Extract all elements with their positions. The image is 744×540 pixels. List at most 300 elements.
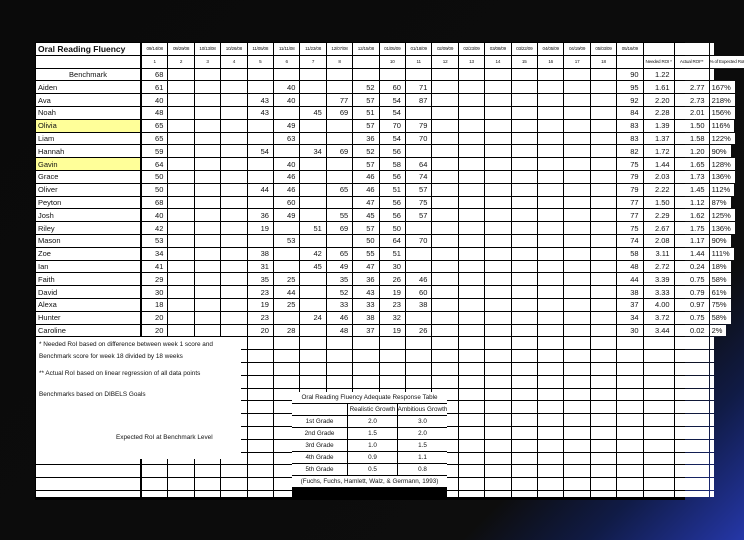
score-cell bbox=[591, 184, 616, 196]
realistic-value: 2.0 bbox=[348, 416, 397, 427]
blank-cell bbox=[485, 491, 510, 497]
score-cell bbox=[195, 107, 220, 119]
blank-cell bbox=[710, 478, 714, 490]
blank-cell bbox=[327, 363, 352, 375]
blank-cell bbox=[564, 389, 589, 401]
score-cell bbox=[538, 261, 563, 273]
score-cell bbox=[459, 273, 484, 285]
score-cell bbox=[327, 133, 352, 145]
date-header: 12/15/08 bbox=[353, 43, 378, 55]
score-cell: 34 bbox=[300, 145, 325, 157]
blank-cell bbox=[710, 350, 714, 362]
score-cell bbox=[512, 120, 537, 132]
blank-cell bbox=[485, 427, 510, 439]
score-cell bbox=[300, 81, 325, 93]
week-number: 14 bbox=[485, 56, 510, 68]
score-cell bbox=[459, 312, 484, 324]
score-cell bbox=[459, 235, 484, 247]
score-cell bbox=[432, 107, 457, 119]
score-cell bbox=[168, 197, 193, 209]
score-cell bbox=[168, 312, 193, 324]
blank-cell bbox=[538, 478, 563, 490]
blank-cell bbox=[327, 337, 352, 349]
score-cell bbox=[195, 158, 220, 170]
actual-roi: 1.62 bbox=[675, 209, 709, 221]
blank-cell bbox=[591, 414, 616, 426]
score-cell bbox=[538, 81, 563, 93]
score-cell: 35 bbox=[248, 273, 273, 285]
score-cell: 70 bbox=[406, 133, 431, 145]
week-number: 11 bbox=[406, 56, 431, 68]
score-cell bbox=[274, 248, 299, 260]
blank-cell bbox=[512, 427, 537, 439]
score-cell bbox=[538, 171, 563, 183]
score-cell bbox=[168, 184, 193, 196]
blank-cell bbox=[406, 350, 431, 362]
score-cell bbox=[459, 184, 484, 196]
score-cell bbox=[564, 171, 589, 183]
score-cell bbox=[168, 273, 193, 285]
score-cell bbox=[485, 145, 510, 157]
score-cell bbox=[591, 171, 616, 183]
blank-cell bbox=[432, 376, 457, 388]
score-cell bbox=[195, 299, 220, 311]
score-cell: 26 bbox=[380, 273, 405, 285]
score-cell bbox=[538, 235, 563, 247]
blank-cell bbox=[710, 337, 714, 349]
score-cell bbox=[195, 248, 220, 260]
blank-cell bbox=[538, 401, 563, 413]
score-cell bbox=[300, 235, 325, 247]
score-cell: 57 bbox=[406, 209, 431, 221]
score-cell: 25 bbox=[274, 299, 299, 311]
score-cell bbox=[221, 184, 246, 196]
score-cell: 46 bbox=[353, 171, 378, 183]
score-cell bbox=[538, 94, 563, 106]
score-cell bbox=[591, 261, 616, 273]
score-cell bbox=[485, 273, 510, 285]
blank-cell bbox=[485, 376, 510, 388]
blank-cell bbox=[459, 389, 484, 401]
date-header: 04/19/09 bbox=[564, 43, 589, 55]
blank-cell bbox=[617, 389, 642, 401]
score-cell bbox=[248, 133, 273, 145]
blank-cell bbox=[512, 376, 537, 388]
actual-roi: 2.73 bbox=[675, 94, 709, 106]
score-cell bbox=[221, 171, 246, 183]
score-cell: 47 bbox=[353, 261, 378, 273]
score-cell bbox=[591, 145, 616, 157]
date-header: 11/11/08 bbox=[274, 43, 299, 55]
student-name: Aiden bbox=[36, 81, 140, 93]
score-cell: 29 bbox=[142, 273, 167, 285]
score-cell bbox=[459, 325, 484, 337]
score-cell: 23 bbox=[248, 312, 273, 324]
blank-cell bbox=[248, 401, 273, 413]
score-cell bbox=[195, 133, 220, 145]
score-cell: 60 bbox=[274, 197, 299, 209]
score-cell bbox=[168, 120, 193, 132]
score-cell bbox=[432, 261, 457, 273]
note-roi-needed-2: Benchmark score for week 18 divided by 18 weeks bbox=[39, 353, 183, 361]
blank-cell bbox=[459, 427, 484, 439]
score-cell: 46 bbox=[327, 312, 352, 324]
blank-cell bbox=[512, 401, 537, 413]
blank-cell bbox=[248, 414, 273, 426]
blank-cell bbox=[485, 350, 510, 362]
blank-cell bbox=[221, 465, 246, 477]
score-cell: 70 bbox=[380, 120, 405, 132]
score-cell bbox=[485, 197, 510, 209]
end-score: 37 bbox=[617, 299, 642, 311]
end-score: 79 bbox=[617, 171, 642, 183]
score-cell bbox=[221, 286, 246, 298]
score-cell bbox=[327, 120, 352, 132]
end-score: 48 bbox=[617, 261, 642, 273]
actual-roi: 1.45 bbox=[675, 184, 709, 196]
blank-cell bbox=[617, 56, 642, 68]
score-cell: 51 bbox=[380, 184, 405, 196]
blank-cell bbox=[538, 414, 563, 426]
score-cell: 50 bbox=[380, 222, 405, 234]
score-cell bbox=[564, 94, 589, 106]
score-cell bbox=[432, 171, 457, 183]
score-cell bbox=[512, 299, 537, 311]
pct-expected: 125% bbox=[710, 209, 735, 221]
score-cell bbox=[221, 197, 246, 209]
score-cell: 55 bbox=[353, 248, 378, 260]
blank-cell bbox=[459, 350, 484, 362]
actual-roi: 0.24 bbox=[675, 261, 709, 273]
score-cell bbox=[274, 107, 299, 119]
blank-cell bbox=[168, 465, 193, 477]
score-cell bbox=[327, 235, 352, 247]
score-cell bbox=[221, 133, 246, 145]
score-cell: 49 bbox=[274, 209, 299, 221]
score-cell bbox=[512, 325, 537, 337]
score-cell: 38 bbox=[353, 312, 378, 324]
score-cell bbox=[512, 171, 537, 183]
ambitious-value: 1.5 bbox=[398, 440, 447, 451]
score-cell bbox=[564, 222, 589, 234]
blank-cell bbox=[710, 389, 714, 401]
score-cell bbox=[195, 261, 220, 273]
score-cell bbox=[591, 81, 616, 93]
score-cell bbox=[432, 248, 457, 260]
blank-cell bbox=[485, 414, 510, 426]
score-cell: 64 bbox=[406, 158, 431, 170]
actual-roi: 0.75 bbox=[675, 273, 709, 285]
score-cell bbox=[538, 325, 563, 337]
blank-cell bbox=[459, 363, 484, 375]
grade-label: 3rd Grade bbox=[292, 440, 347, 451]
score-cell: 40 bbox=[274, 158, 299, 170]
score-cell bbox=[300, 94, 325, 106]
score-cell bbox=[564, 184, 589, 196]
week-number: 15 bbox=[512, 56, 537, 68]
blank-cell bbox=[564, 376, 589, 388]
blank-cell bbox=[538, 350, 563, 362]
blank-cell bbox=[591, 440, 616, 452]
blank-cell bbox=[36, 56, 140, 68]
score-cell bbox=[274, 261, 299, 273]
blank-cell bbox=[644, 363, 674, 375]
score-cell: 23 bbox=[380, 299, 405, 311]
pct-expected: 122% bbox=[710, 133, 735, 145]
score-cell bbox=[221, 209, 246, 221]
score-cell bbox=[300, 171, 325, 183]
pct-expected: 18% bbox=[710, 261, 731, 273]
score-cell: 69 bbox=[327, 145, 352, 157]
score-cell bbox=[512, 248, 537, 260]
pct-expected: 2% bbox=[710, 325, 727, 337]
blank-cell bbox=[675, 337, 709, 349]
score-cell bbox=[512, 286, 537, 298]
benchmark-end: 90 bbox=[617, 69, 642, 81]
score-cell bbox=[591, 158, 616, 170]
score-cell bbox=[195, 235, 220, 247]
score-cell bbox=[221, 299, 246, 311]
score-cell bbox=[564, 145, 589, 157]
needed-roi: 3.44 bbox=[644, 325, 674, 337]
pct-expected: 136% bbox=[710, 222, 735, 234]
blank-cell bbox=[591, 491, 616, 497]
score-cell bbox=[538, 312, 563, 324]
needed-roi: 2.28 bbox=[644, 107, 674, 119]
blank-cell bbox=[248, 440, 273, 452]
score-cell: 56 bbox=[380, 171, 405, 183]
score-cell: 58 bbox=[380, 158, 405, 170]
needed-roi: 1.37 bbox=[644, 133, 674, 145]
pct-expected: 58% bbox=[710, 273, 731, 285]
needed-roi: 1.61 bbox=[644, 81, 674, 93]
score-cell: 59 bbox=[142, 145, 167, 157]
blank-cell bbox=[644, 43, 674, 55]
blank-cell bbox=[591, 427, 616, 439]
blank-cell bbox=[617, 414, 642, 426]
score-cell bbox=[195, 120, 220, 132]
score-cell: 23 bbox=[248, 286, 273, 298]
actual-roi: 2.01 bbox=[675, 107, 709, 119]
blank-cell bbox=[292, 404, 347, 415]
score-cell: 50 bbox=[353, 235, 378, 247]
blank-cell bbox=[168, 69, 193, 81]
score-cell bbox=[485, 325, 510, 337]
student-name: Oliver bbox=[36, 184, 140, 196]
student-name: Caroline bbox=[36, 325, 140, 337]
end-score: 34 bbox=[617, 312, 642, 324]
score-cell bbox=[564, 312, 589, 324]
score-cell: 45 bbox=[300, 107, 325, 119]
blank-cell bbox=[617, 363, 642, 375]
blank-cell bbox=[675, 478, 709, 490]
score-cell bbox=[300, 158, 325, 170]
blank-cell bbox=[710, 453, 714, 465]
blank-cell bbox=[195, 491, 220, 497]
needed-roi: 2.67 bbox=[644, 222, 674, 234]
week-number: 8 bbox=[327, 56, 352, 68]
blank-cell bbox=[248, 389, 273, 401]
blank-cell bbox=[353, 56, 378, 68]
blank-cell bbox=[512, 363, 537, 375]
blank-cell bbox=[644, 414, 674, 426]
blank-cell bbox=[36, 465, 140, 477]
blank-cell bbox=[406, 69, 431, 81]
end-score: 83 bbox=[617, 120, 642, 132]
score-cell bbox=[195, 273, 220, 285]
score-cell: 57 bbox=[353, 158, 378, 170]
score-cell bbox=[195, 145, 220, 157]
end-score: 77 bbox=[617, 209, 642, 221]
blank-cell bbox=[644, 478, 674, 490]
student-name: Peyton bbox=[36, 197, 140, 209]
blank-cell bbox=[538, 453, 563, 465]
blank-cell bbox=[710, 440, 714, 452]
end-score: 58 bbox=[617, 248, 642, 260]
score-cell: 65 bbox=[327, 248, 352, 260]
score-cell: 20 bbox=[142, 325, 167, 337]
score-cell bbox=[432, 299, 457, 311]
blank-cell bbox=[564, 491, 589, 497]
blank-cell bbox=[459, 478, 484, 490]
score-cell bbox=[168, 222, 193, 234]
score-cell bbox=[564, 197, 589, 209]
blank-cell bbox=[644, 453, 674, 465]
end-score: 84 bbox=[617, 107, 642, 119]
blank-cell bbox=[591, 350, 616, 362]
score-cell: 28 bbox=[274, 325, 299, 337]
score-cell bbox=[195, 184, 220, 196]
blank-cell bbox=[644, 427, 674, 439]
score-cell: 40 bbox=[142, 94, 167, 106]
realistic-value: 1.5 bbox=[348, 428, 397, 439]
blank-cell bbox=[644, 376, 674, 388]
blank-cell bbox=[485, 453, 510, 465]
needed-roi: 3.39 bbox=[644, 273, 674, 285]
score-cell: 19 bbox=[248, 299, 273, 311]
score-cell bbox=[512, 158, 537, 170]
blank-cell bbox=[432, 350, 457, 362]
blank-cell bbox=[300, 350, 325, 362]
score-cell bbox=[564, 133, 589, 145]
blank-cell bbox=[538, 363, 563, 375]
score-cell: 53 bbox=[274, 235, 299, 247]
blank-cell bbox=[274, 69, 299, 81]
score-cell bbox=[485, 286, 510, 298]
score-cell bbox=[485, 261, 510, 273]
date-header: 02/09/09 bbox=[432, 43, 457, 55]
blank-cell bbox=[353, 337, 378, 349]
student-name: Ian bbox=[36, 261, 140, 273]
blank-cell bbox=[459, 414, 484, 426]
score-cell: 18 bbox=[142, 299, 167, 311]
ambitious-value: 3.0 bbox=[398, 416, 447, 427]
blank-cell bbox=[327, 350, 352, 362]
score-cell bbox=[168, 299, 193, 311]
score-cell bbox=[459, 248, 484, 260]
blank-cell bbox=[675, 43, 709, 55]
blank-cell bbox=[564, 363, 589, 375]
needed-roi: 2.22 bbox=[644, 184, 674, 196]
blank-cell bbox=[459, 376, 484, 388]
score-cell: 34 bbox=[142, 248, 167, 260]
score-cell bbox=[512, 107, 537, 119]
student-name: Olivia bbox=[36, 120, 140, 132]
blank-cell bbox=[142, 491, 167, 497]
blank-cell bbox=[195, 69, 220, 81]
score-cell: 57 bbox=[353, 120, 378, 132]
needed-roi: 2.08 bbox=[644, 235, 674, 247]
score-cell bbox=[406, 261, 431, 273]
actual-roi: 1.65 bbox=[675, 158, 709, 170]
score-cell bbox=[512, 261, 537, 273]
score-cell: 46 bbox=[353, 184, 378, 196]
blank-cell bbox=[591, 401, 616, 413]
blank-cell bbox=[195, 478, 220, 490]
date-header: 05/16/09 bbox=[617, 43, 642, 55]
score-cell bbox=[221, 120, 246, 132]
score-cell bbox=[195, 222, 220, 234]
table-citation: (Fuchs, Fuchs, Hamlett, Walz, & Germann, 1993) bbox=[292, 476, 447, 487]
blank-cell bbox=[168, 478, 193, 490]
score-cell bbox=[538, 286, 563, 298]
score-cell bbox=[221, 222, 246, 234]
week-number: 13 bbox=[459, 56, 484, 68]
blank-cell bbox=[512, 389, 537, 401]
blank-cell bbox=[300, 363, 325, 375]
score-cell bbox=[591, 94, 616, 106]
score-cell bbox=[221, 158, 246, 170]
blank-cell bbox=[485, 478, 510, 490]
score-cell bbox=[538, 248, 563, 260]
score-cell: 48 bbox=[142, 107, 167, 119]
score-cell bbox=[459, 197, 484, 209]
actual-roi: 1.44 bbox=[675, 248, 709, 260]
blank-cell bbox=[675, 389, 709, 401]
score-cell bbox=[432, 158, 457, 170]
score-cell bbox=[564, 235, 589, 247]
needed-roi: 1.72 bbox=[644, 145, 674, 157]
blank-cell bbox=[459, 69, 484, 81]
blank-cell bbox=[353, 69, 378, 81]
score-cell: 51 bbox=[380, 248, 405, 260]
blank-cell bbox=[710, 69, 714, 81]
score-cell bbox=[459, 107, 484, 119]
blank-cell bbox=[459, 465, 484, 477]
score-cell: 56 bbox=[380, 145, 405, 157]
blank-cell bbox=[327, 69, 352, 81]
score-cell: 64 bbox=[380, 235, 405, 247]
realistic-value: 0.9 bbox=[348, 452, 397, 463]
blank-cell bbox=[564, 414, 589, 426]
score-cell bbox=[221, 81, 246, 93]
blank-cell bbox=[142, 478, 167, 490]
score-cell bbox=[512, 222, 537, 234]
week-number: 5 bbox=[248, 56, 273, 68]
blank-cell bbox=[485, 363, 510, 375]
score-cell: 54 bbox=[380, 94, 405, 106]
blank-cell bbox=[459, 453, 484, 465]
score-cell bbox=[274, 145, 299, 157]
score-cell bbox=[248, 235, 273, 247]
blank-cell bbox=[353, 350, 378, 362]
blank-cell bbox=[485, 69, 510, 81]
pct-expected: 136% bbox=[710, 171, 735, 183]
student-name: Zoe bbox=[36, 248, 140, 260]
score-cell bbox=[300, 273, 325, 285]
blank-cell bbox=[353, 376, 378, 388]
needed-roi: 2.20 bbox=[644, 94, 674, 106]
